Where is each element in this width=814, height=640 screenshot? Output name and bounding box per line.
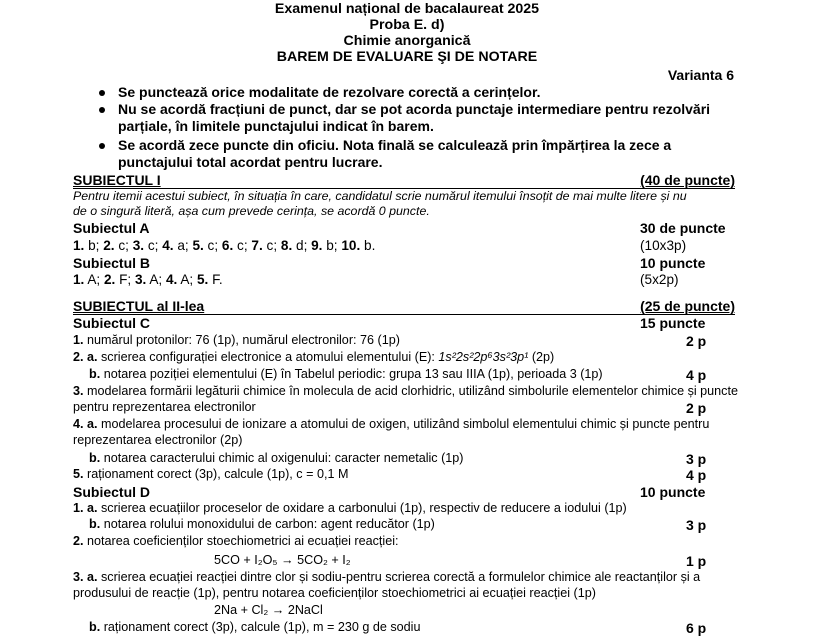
c-item-3-points: 2 p bbox=[686, 400, 707, 416]
bullet-icon bbox=[99, 143, 105, 149]
exam-title: Examenul național de bacalaureat 2025 bbox=[274, 1, 540, 17]
c-item-1-points: 2 p bbox=[686, 333, 707, 349]
d-item-2: 2. notarea coeficienților stoechiometrici ai ecuației reacției: bbox=[73, 534, 399, 548]
c-item-5: 5. raționament corect (3p), calcule (1p), c = 0,1 M bbox=[73, 467, 349, 481]
divider bbox=[73, 314, 735, 315]
electron-configuration: 1s²2s²2p⁶3s²3p¹ bbox=[438, 350, 529, 364]
barem-title: BAREM DE EVALUARE ŞI DE NOTARE bbox=[276, 49, 538, 65]
subiect-c-points: 15 puncte bbox=[640, 315, 706, 331]
subiect-a-scheme: (10x3p) bbox=[640, 238, 687, 253]
c-item-1: 1. numărul protonilor: 76 (1p), numărul electronilor: 76 (1p) bbox=[73, 333, 400, 347]
subiect-2-points: (25 de puncte) bbox=[640, 298, 735, 314]
d-item-3a-cont: produsului de reacție (1p), pentru notarea coeficienților stoechiometrici ai ecuației reacției (1p) bbox=[73, 586, 596, 600]
c-item-2a-text: 2. a. scrierea configurației electronice a atomului elementului (E): bbox=[73, 350, 435, 364]
bullet-icon bbox=[99, 107, 105, 113]
subiect-b-answers: 1. A; 2. F; 3. A; 4. A; 5. F. bbox=[73, 272, 223, 287]
exam-subject: Chimie anorganică bbox=[343, 33, 471, 49]
c-item-5-points: 4 p bbox=[686, 467, 707, 483]
d-item-1b: b. notarea rolului monoxidului de carbon: agent reducător (1p) bbox=[89, 517, 435, 531]
subiect-d-points: 10 puncte bbox=[640, 484, 706, 500]
rule-2-cont: parțiale, în limitele punctajului indicat în barem. bbox=[118, 118, 434, 134]
redox-equation: 5CO + I₂O₅ → 5CO₂ + I₂ bbox=[214, 553, 351, 567]
subiect-1-note-cont: de o singură literă, așa cum prevede cerința, se acordă 0 puncte. bbox=[73, 204, 430, 218]
c-item-4a: 4. a. modelarea procesului de ionizare a atomului de oxigen, utilizând simbolul elementului chimic și puncte pentru bbox=[73, 417, 710, 431]
c-item-2a bbox=[73, 351, 554, 364]
c-item-3-cont: pentru reprezentarea electronilor bbox=[73, 400, 256, 414]
c-item-4b: b. notarea caracterului chimic al oxigenului: caracter nemetalic (1p) bbox=[89, 451, 464, 465]
c-item-2-points: 4 p bbox=[686, 367, 707, 383]
subiect-1-note: Pentru itemii acestui subiect, în situația în care, candidatul scrie numărul itemului însoțit de mai multe litere și nu bbox=[73, 189, 687, 203]
rule-3: Se acordă zece puncte din oficiu. Nota finală se calculează prin împărțirea la zece a bbox=[118, 137, 672, 153]
subiect-b-scheme: (5x2p) bbox=[640, 272, 679, 287]
subiect-1-points: (40 de puncte) bbox=[640, 172, 735, 188]
bullet-icon bbox=[99, 90, 105, 96]
c-item-2b: b. notarea poziției elementului (E) în Tabelul periodic: grupa 13 sau IIIA (1p), perioada 3 (1p) bbox=[89, 367, 603, 381]
c-item-3: 3. modelarea formării legăturii chimice în molecula de acid clorhidric, utilizând simbolurile elementelor chimice și puncte bbox=[73, 384, 738, 398]
d-item-3-points: 6 p bbox=[686, 620, 707, 636]
subiect-a-title: Subiectul A bbox=[73, 220, 150, 236]
subiect-b-points: 10 puncte bbox=[640, 255, 706, 271]
subiect-d-title: Subiectul D bbox=[73, 484, 151, 500]
subiect-a-points: 30 de puncte bbox=[640, 220, 726, 236]
d-item-3b: b. raționament corect (3p), calcule (1p), m = 230 g de sodiu bbox=[89, 620, 421, 634]
d-item-1a: 1. a. scrierea ecuațiilor proceselor de oxidare a carbonului (1p), respectiv de reducere a iodului (1p) bbox=[73, 501, 627, 515]
subiect-b-title: Subiectul B bbox=[73, 255, 151, 271]
subiect-2-title: SUBIECTUL al II-lea bbox=[73, 298, 205, 314]
d-item-2-points: 1 p bbox=[686, 553, 707, 569]
c-item-4a-cont: reprezentarea electronilor (2p) bbox=[73, 433, 243, 447]
sodium-chlorine-equation: 2Na + Cl₂ → 2NaCl bbox=[214, 603, 323, 617]
rule-1: Se punctează orice modalitate de rezolvare corectă a cerințelor. bbox=[118, 84, 541, 100]
d-item-1-points: 3 p bbox=[686, 517, 707, 533]
subiect-1-title: SUBIECTUL I bbox=[73, 172, 161, 188]
subiect-c-title: Subiectul C bbox=[73, 315, 151, 331]
rule-3-cont: punctajului total acordat pentru lucrare. bbox=[118, 154, 383, 170]
d-item-3a: 3. a. scrierea ecuației reacției dintre clor și sodiu-pentru scrierea corectă a formulelor chimice ale reactanților și a bbox=[73, 570, 701, 584]
rule-2: Nu se acordă fracțiuni de punct, dar se pot acorda punctaje intermediare pentru rezolvări bbox=[118, 101, 711, 117]
c-item-2a-points: (2p) bbox=[531, 350, 555, 364]
variant-label: Varianta 6 bbox=[667, 67, 734, 83]
c-item-4-points: 3 p bbox=[686, 451, 707, 467]
subiect-a-answers: 1. b; 2. c; 3. c; 4. a; 5. c; 6. c; 7. c; 8. d; 9. b; 10. b. bbox=[73, 238, 376, 253]
exam-proba: Proba E. d) bbox=[369, 17, 445, 33]
